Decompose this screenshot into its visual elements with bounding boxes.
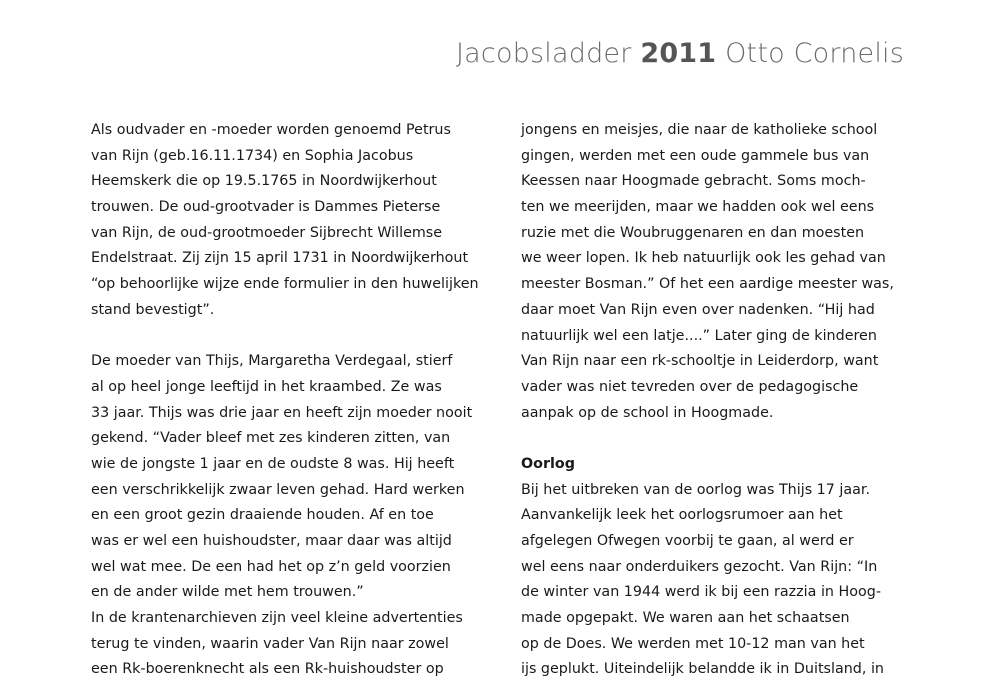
text-line: Endelstraat. Zij zijn 15 april 1731 in Noordwijkerhout [91,250,469,267]
text-line: meester Bosman.” Of het een aardige meester was, [521,276,894,293]
text-line: 33 jaar. Thijs was drie jaar en heeft zijn moeder nooit [91,404,473,421]
text-line: wie de jongste 1 jaar en de oudste 8 was. Hij heeft [91,455,455,472]
text-line: natuurlijk wel een latje....” Later ging de kinderen [521,327,877,344]
text-line: Heemskerk die op 19.5.1765 in Noordwijkerhout [91,173,437,190]
paragraph-war [521,478,916,683]
right-column [521,118,916,683]
text-line: stand bevestigt”. [91,301,215,318]
text-line: Van Rijn naar een rk-schooltje in Leiderdorp, want [521,353,879,370]
text-line: daar moet Van Rijn even over nadenken. “Hij had [521,301,875,318]
text-line: wel eens naar onderduikers gezocht. Van Rijn: “In [521,558,878,575]
text-line: een verschrikkelijk zwaar leven gehad. Hard werken [91,481,465,498]
text-line: vader was niet tevreden over de pedagogische [521,378,859,395]
text-line: en een groot gezin draaiende houden. Af en toe [91,507,434,524]
text-line: trouwen. De oud-grootvader is Dammes Pieterse [91,199,441,216]
text-line: al op heel jonge leeftijd in het kraambed. Ze was [91,378,442,395]
text-line: gingen, werden met een oude gammele bus van [521,147,870,164]
text-line: afgelegen Ofwegen voorbij te gaan, al werd er [521,533,854,549]
text-line: van Rijn, de oud-grootmoeder Sijbrecht Willemse [91,224,443,241]
text-line: In de krantenarchieven zijn veel kleine advertenties [91,610,463,627]
text-line: made opgepakt. We waren aan het schaatsen [521,610,850,627]
text-line: op de Does. We werden met 10-12 man van het [521,635,865,652]
text-line: van Rijn (geb.16.11.1734) en Sophia Jacobus [91,147,414,164]
text-line: en de ander wilde met hem trouwen.” [91,584,364,601]
text-line: Keessen naar Hoogmade gebracht. Soms moch- [521,173,866,190]
text-line: ruzie met die Woubruggenaren en dan moesten [521,224,865,241]
running-header [456,38,904,69]
paragraph-spacer [91,324,483,350]
text-line: terug te vinden, waarin vader Van Rijn naar zowel [91,635,449,652]
text-line: was er wel een huishoudster, maar daar was altijd [91,533,452,549]
header-year: 2011 [640,38,717,69]
text-line: Als oudvader en -moeder worden genoemd Petrus [91,122,451,138]
text-line: we weer lopen. Ik heb natuurlijk ook les gehad van [521,250,886,267]
paragraph-ancestors [91,118,483,324]
text-line: ijs geplukt. Uiteindelijk belandde ik in Duitsland, in [521,661,884,678]
left-column [91,118,483,683]
text-line: De moeder van Thijs, Margaretha Verdegaal, stierf [91,353,453,370]
section-heading: Oorlog [521,455,575,472]
text-line: ten we meerijden, maar we hadden ook wel eens [521,199,875,216]
text-line: jongens en meisjes, die naar de katholieke school [521,122,878,138]
text-line: Aanvankelijk leek het oorlogsrumoer aan het [521,507,843,524]
paragraph-mother [91,349,483,683]
paragraph-school [521,118,916,426]
header-title: Jacobsladder [456,38,632,69]
text-line: aanpak op de school in Hoogmade. [521,404,774,421]
text-line: Bij het uitbreken van de oorlog was Thijs 17 jaar. [521,481,871,498]
text-line: gekend. “Vader bleef met zes kinderen zitten, van [91,430,451,447]
header-author: Otto Cornelis [725,38,904,69]
paragraph-spacer [521,426,916,452]
text-line: de winter van 1944 werd ik bij een razzia in Hoog- [521,584,881,601]
text-line: een Rk-boerenknecht als een Rk-huishoudster op [91,661,444,678]
text-line: wel wat mee. De een had het op z’n geld voorzien [91,558,451,575]
text-line: “op behoorlijke wijze ende formulier in den huwelijken [91,276,479,293]
